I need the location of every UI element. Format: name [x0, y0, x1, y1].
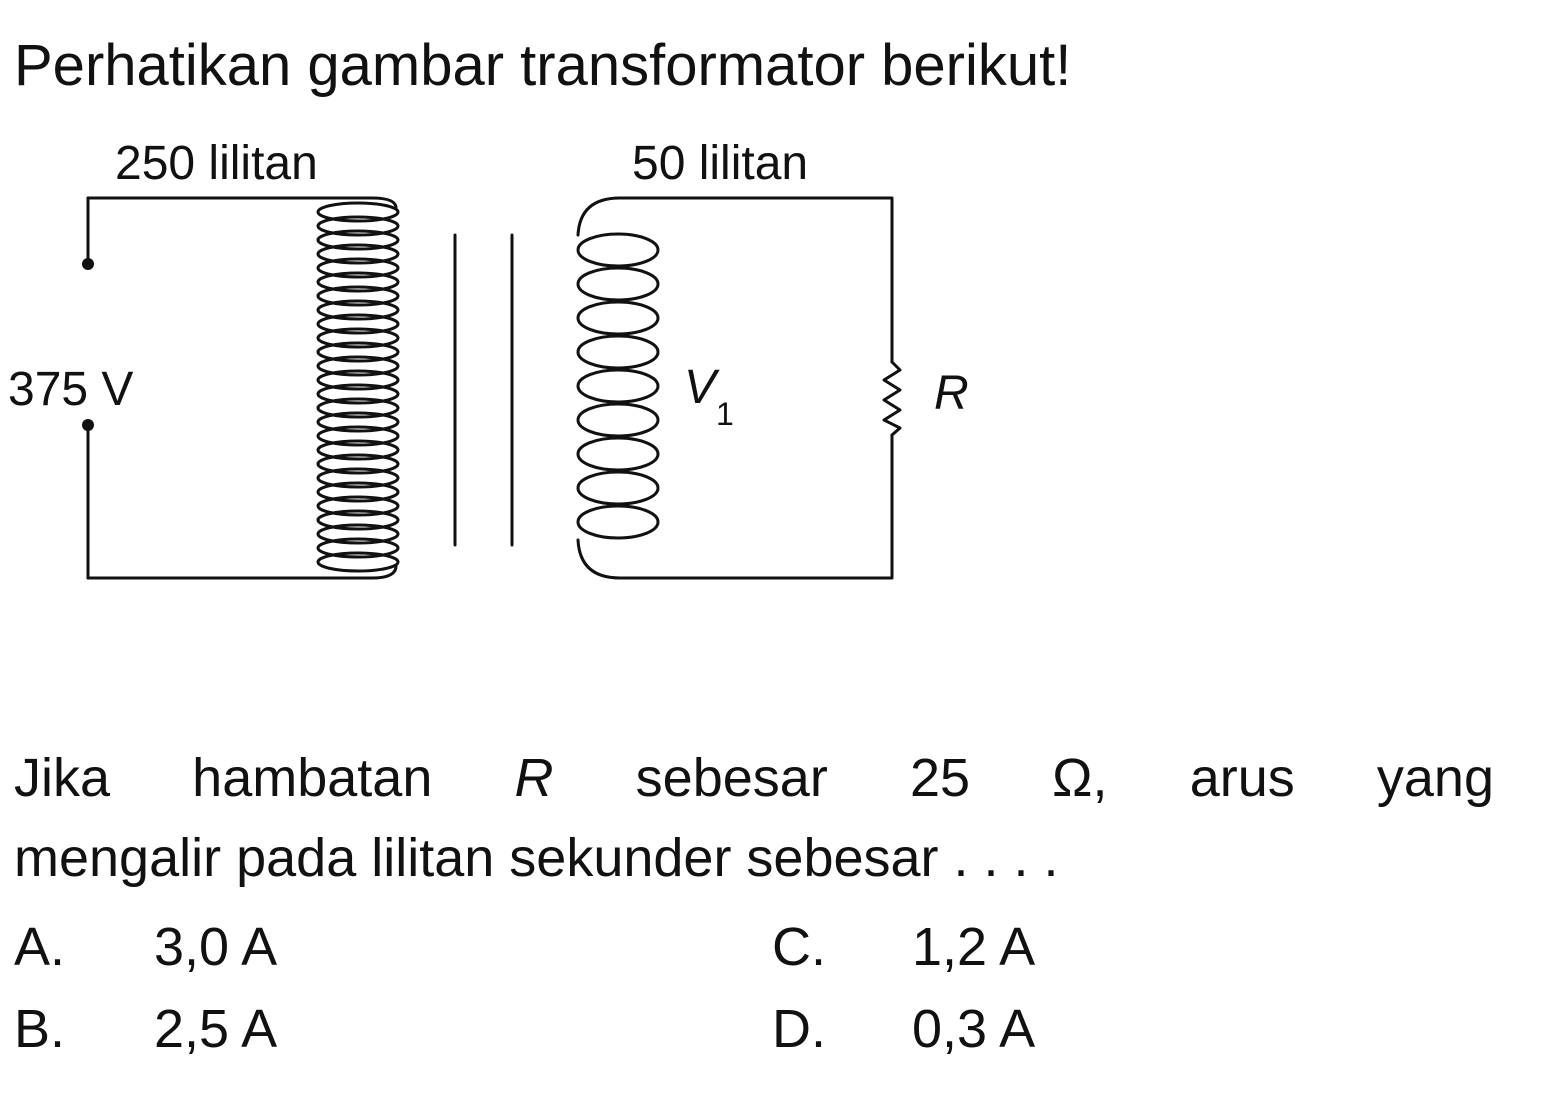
secondary-coil-loop [578, 370, 658, 402]
question-resistor-variable: R [514, 748, 554, 808]
output-voltage-subscript: 1 [716, 396, 734, 432]
question-line-2: mengalir pada lilitan sekunder sebesar . . . . [14, 828, 1059, 888]
secondary-coil-loop [578, 438, 658, 470]
option-b-text: 2,5 A [154, 999, 278, 1059]
secondary-coil-loop [578, 336, 658, 368]
option-a[interactable] [14, 917, 278, 977]
option-a-text: 3,0 A [154, 917, 278, 977]
option-c-letter: C. [772, 917, 826, 977]
question-text [14, 738, 1494, 898]
question-line-1-end: sebesar 25 Ω, arus yang [553, 748, 1494, 808]
source-terminal-bottom [82, 419, 94, 431]
output-voltage-label [684, 361, 734, 432]
option-d-letter: D. [772, 999, 826, 1059]
primary-turns-label: 250 lilitan [115, 137, 318, 190]
secondary-coil-loop [578, 268, 658, 300]
question-heading: Perhatikan gambar transformator berikut! [14, 33, 1072, 98]
option-c-text: 1,2 A [912, 917, 1036, 977]
question-line-1-start: Jika hambatan [14, 748, 515, 808]
secondary-turns-label: 50 lilitan [632, 137, 809, 190]
secondary-coil-loop [578, 234, 658, 266]
secondary-coil-loop [578, 506, 658, 538]
option-d[interactable] [772, 999, 1036, 1059]
resistor-label: R [934, 367, 969, 420]
secondary-coil-loop [578, 302, 658, 334]
option-c[interactable] [772, 917, 1036, 977]
primary-coil [318, 203, 398, 571]
option-d-text: 0,3 A [912, 999, 1036, 1059]
output-voltage-symbol: V [684, 361, 717, 414]
resistor-symbol [884, 362, 900, 435]
option-a-letter: A. [14, 917, 66, 977]
secondary-coil-loop [578, 404, 658, 436]
secondary-coil-loop [578, 472, 658, 504]
source-terminal-top [82, 258, 94, 270]
source-voltage-label: 375 V [8, 363, 134, 416]
option-b[interactable] [14, 999, 278, 1059]
option-b-letter: B. [14, 999, 66, 1059]
secondary-coil [578, 234, 658, 538]
question-line-1 [14, 738, 1494, 818]
